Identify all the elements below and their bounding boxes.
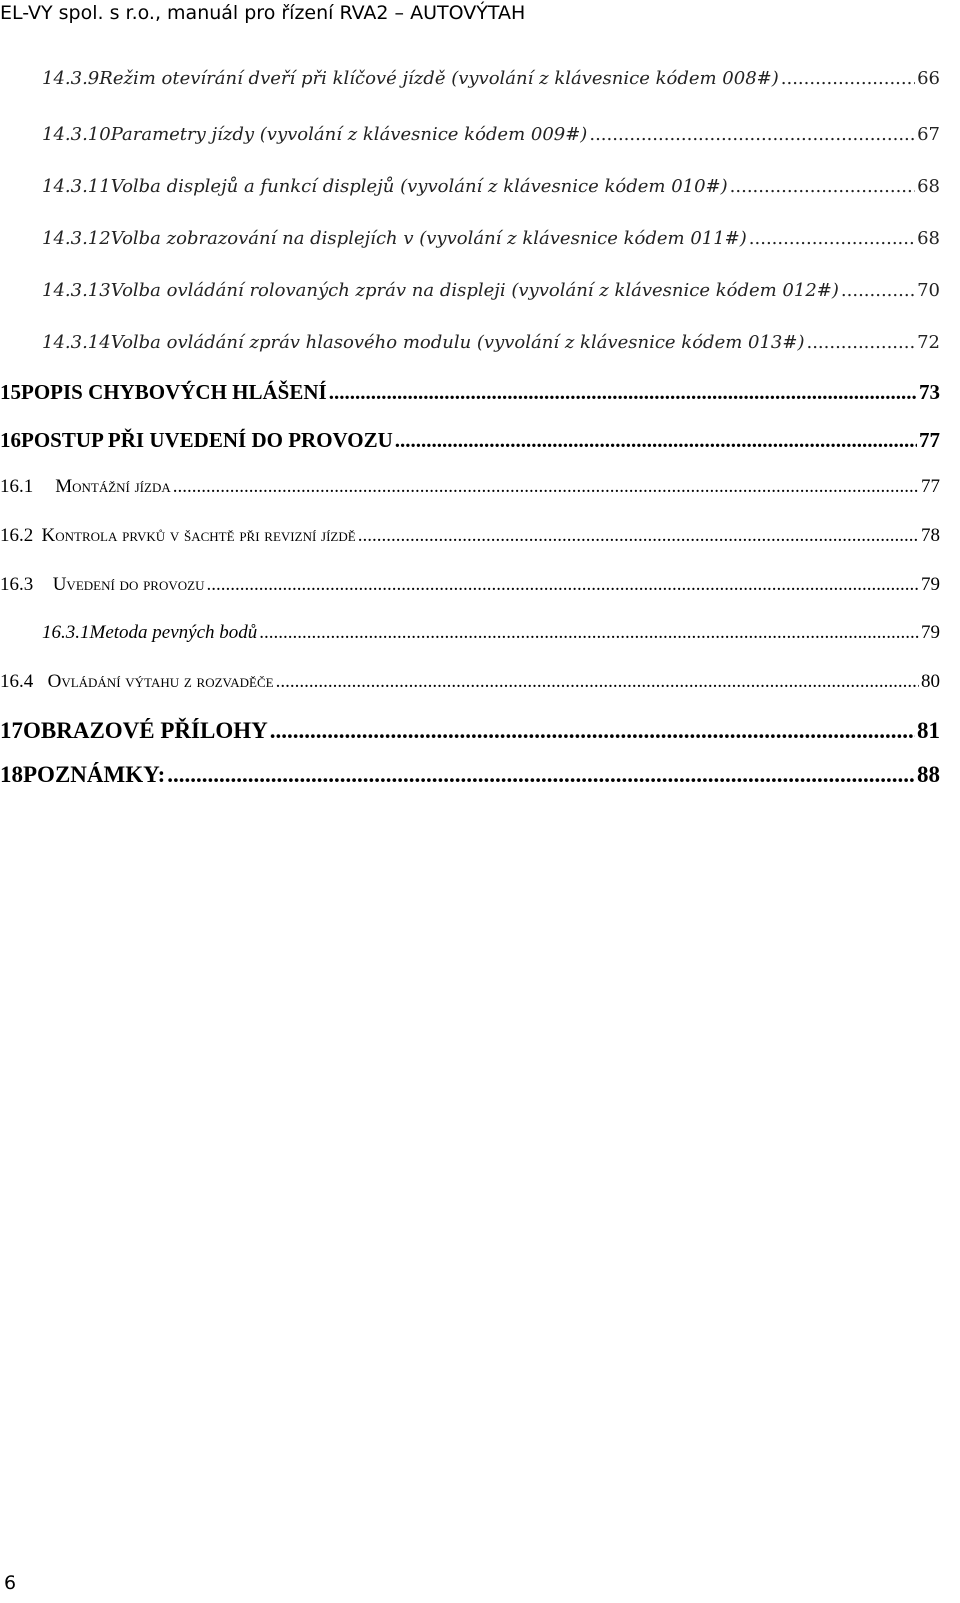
toc-leader-dots xyxy=(276,671,919,693)
toc-entry-title: OBRAZOVÉ PŘÍLOHY xyxy=(23,718,268,743)
toc-entry[interactable] xyxy=(0,525,940,547)
toc-entry-number: 16.3 xyxy=(0,574,34,595)
toc-leader-dots xyxy=(270,718,915,744)
toc-entry[interactable] xyxy=(0,718,940,744)
toc-entry-number: 16.2 xyxy=(0,525,34,546)
toc-entry-title: Parametry jízdy (vyvolání z klávesnice kódem 009#) xyxy=(110,124,588,145)
toc-entry-title: Ovládání výtahu z rozvaděče xyxy=(47,671,274,692)
toc-leader-dots xyxy=(206,574,919,596)
toc-entry-title: Volba zobrazování na displejích v (vyvolání z klávesnice kódem 011#) xyxy=(110,228,747,249)
toc-leader-dots xyxy=(781,68,915,89)
toc-entry-page: 77 xyxy=(921,476,940,497)
toc-entry-page: 68 xyxy=(917,176,940,197)
toc-leader-dots xyxy=(730,176,915,197)
toc-entry[interactable] xyxy=(0,671,940,693)
toc-entry-title: Metoda pevných bodů xyxy=(89,622,258,643)
toc-leader-dots xyxy=(173,476,919,498)
toc-entry-title: Volba displejů a funkcí displejů (vyvolání z klávesnice kódem 010#) xyxy=(110,176,728,197)
toc-entry-number: 17 xyxy=(0,718,23,743)
toc-entry-page: 68 xyxy=(917,228,940,249)
toc-entry-page: 70 xyxy=(917,280,940,301)
toc-leader-dots xyxy=(358,525,919,547)
toc-entry-page: 79 xyxy=(921,574,940,595)
toc-entry-title: Uvedení do provozu xyxy=(52,574,205,595)
toc-entry-number: 15 xyxy=(0,380,21,404)
toc-entry-number: 16.3.1 xyxy=(42,622,90,643)
toc-entry-title: POZNÁMKY: xyxy=(23,762,166,787)
toc-entry[interactable] xyxy=(0,476,940,498)
toc-entry-page: 81 xyxy=(917,718,940,743)
toc-entry-title: Volba ovládání zpráv hlasového modulu (vyvolání z klávesnice kódem 013#) xyxy=(110,332,805,353)
toc-entry[interactable] xyxy=(0,332,940,353)
toc-entry[interactable] xyxy=(0,762,940,788)
toc-entry-title: Montážní jízda xyxy=(55,476,171,497)
toc-leader-dots xyxy=(806,332,915,353)
toc-entry-page: 80 xyxy=(921,671,940,692)
toc-entry-number: 18 xyxy=(0,762,23,787)
toc-leader-dots xyxy=(259,622,919,644)
toc-entry[interactable] xyxy=(0,622,940,644)
toc-entry-title: Volba ovládání rolovaných zpráv na displeji (vyvolání z klávesnice kódem 012#) xyxy=(110,280,839,301)
document-header: EL-VY spol. s r.o., manuál pro řízení RVA2 – AUTOVÝTAH xyxy=(0,2,526,24)
toc-entry[interactable] xyxy=(0,124,940,145)
toc-leader-dots xyxy=(395,428,917,453)
toc-entry-number: 16.4 xyxy=(0,671,34,692)
toc-entry[interactable] xyxy=(0,280,940,301)
toc-entry[interactable] xyxy=(0,176,940,197)
toc-entry[interactable] xyxy=(0,574,940,596)
toc-entry-page: 67 xyxy=(917,124,940,145)
toc-entry-title: Kontrola prvků v šachtě při revizní jízdě xyxy=(41,525,356,546)
toc-entry-title: POPIS CHYBOVÝCH HLÁŠENÍ xyxy=(21,380,327,404)
page-number: 6 xyxy=(4,1572,17,1594)
toc-entry-number: 14.3.9 xyxy=(42,68,100,89)
toc-entry-page: 72 xyxy=(917,332,940,353)
toc-leader-dots xyxy=(329,380,917,405)
toc-entry-page: 77 xyxy=(919,428,940,452)
toc-entry[interactable] xyxy=(0,428,940,453)
toc-entry-number: 14.3.13 xyxy=(42,280,111,301)
toc-leader-dots xyxy=(749,228,915,249)
toc-entry-number: 16 xyxy=(0,428,21,452)
toc-entry[interactable] xyxy=(0,228,940,249)
toc-leader-dots xyxy=(589,124,915,145)
toc-entry-title: POSTUP PŘI UVEDENÍ DO PROVOZU xyxy=(21,428,393,452)
toc-entry-number: 14.3.11 xyxy=(42,176,111,197)
toc-entry-number: 14.3.14 xyxy=(42,332,111,353)
toc-entry-number: 16.1 xyxy=(0,476,34,497)
toc-leader-dots xyxy=(167,762,915,788)
toc-entry-page: 73 xyxy=(919,380,940,404)
toc-leader-dots xyxy=(841,280,915,301)
toc-entry-number: 14.3.12 xyxy=(42,228,111,249)
toc-entry-page: 78 xyxy=(921,525,940,546)
toc-entry-page: 88 xyxy=(917,762,940,787)
toc-entry[interactable] xyxy=(0,380,940,405)
toc-entry[interactable] xyxy=(0,68,940,89)
toc-entry-title: Režim otevírání dveří při klíčové jízdě (vyvolání z klávesnice kódem 008#) xyxy=(99,68,779,89)
toc-entry-page: 79 xyxy=(921,622,940,643)
toc-entry-number: 14.3.10 xyxy=(42,124,111,145)
toc-entry-page: 66 xyxy=(917,68,940,89)
